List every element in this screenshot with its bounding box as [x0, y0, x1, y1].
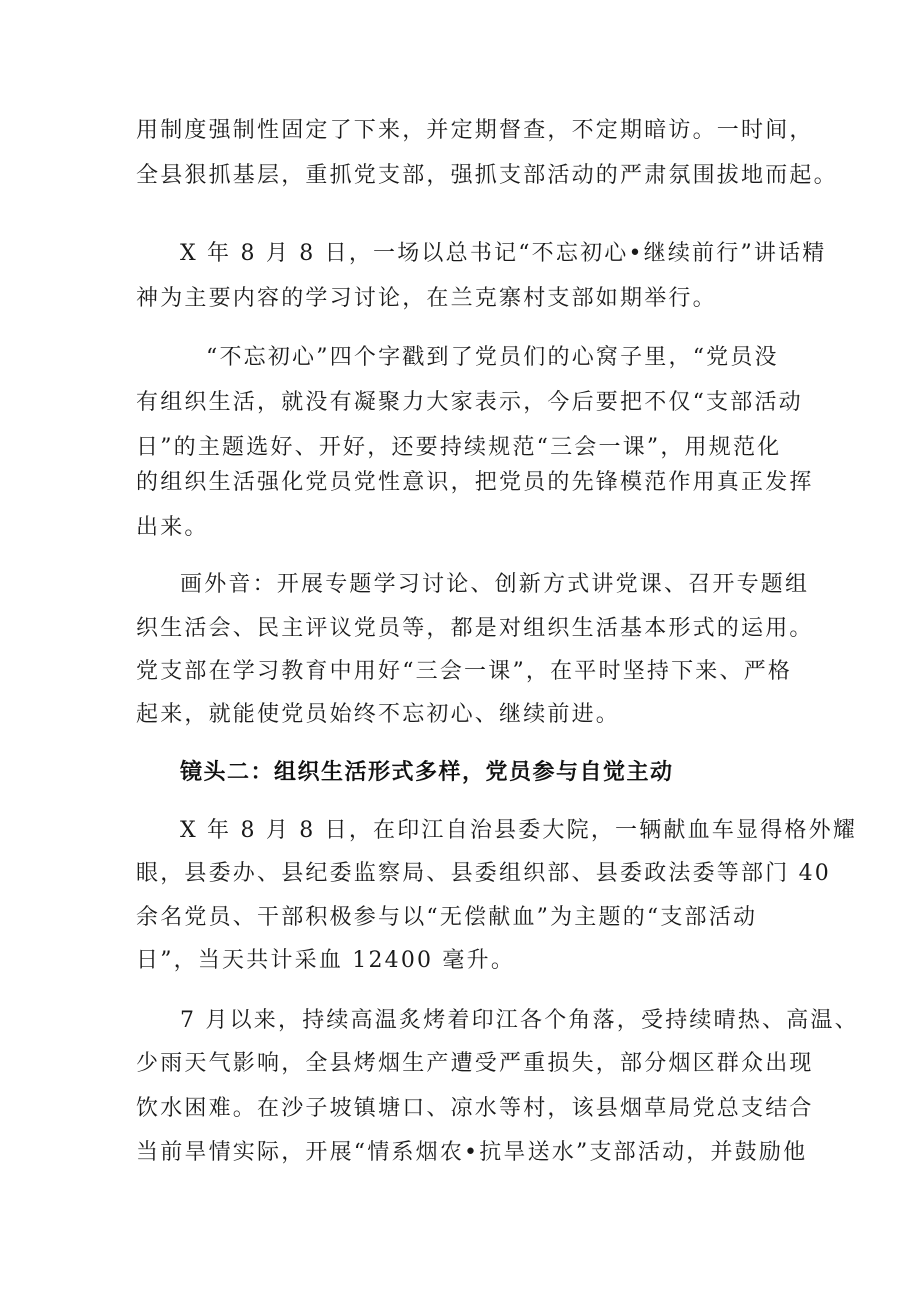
text-line: 余名党员、干部积极参与以“无偿献血”为主题的“支部活动 [136, 905, 758, 930]
paragraph-first-line: 7 月以来，持续高温炙烤着印江各个角落，受持续晴热、高温、 [180, 1008, 859, 1033]
text-line: 起来，就能使党员始终不忘初心、继续前进。 [136, 702, 621, 727]
text-line: 眼，县委办、县纪委监察局、县委组织部、县委政法委等部门 40 [136, 861, 831, 886]
text-line: 神为主要内容的学习讨论，在兰克寨村支部如期举行。 [136, 286, 717, 311]
paragraph-first-line: “不忘初心”四个字戳到了党员们的心窝子里，“党员没 [206, 345, 779, 370]
text-line: 有组织生活，就没有凝聚力大家表示，今后要把不仅“支部活动 [136, 390, 803, 415]
paragraph-first-line: X 年 8 月 8 日，在印江自治县委大院，一辆献血车显得格外耀 [180, 818, 858, 843]
text-line: 日”的主题选好、开好，还要持续规范“三会一课”，用规范化 [136, 435, 782, 460]
text-line: 出来。 [136, 515, 209, 540]
paragraph-first-line: 画外音：开展专题学习讨论、创新方式讲党课、召开专题组 [180, 572, 810, 597]
text-line: 少雨天气影响，全县烤烟生产遭受严重损失，部分烟区群众出现 [136, 1051, 814, 1076]
paragraph-first-line: X 年 8 月 8 日，一场以总书记“不忘初心•继续前行”讲话精 [180, 241, 827, 266]
text-line: 的组织生活强化党员党性意识，把党员的先锋模范作用真正发挥 [136, 470, 814, 495]
text-line: 用制度强制性固定了下来，并定期督查，不定期暗访。一时间， [136, 118, 814, 143]
text-line: 饮水困难。在沙子坡镇塘口、凉水等村，该县烟草局党总支结合 [136, 1096, 814, 1121]
text-line: 党支部在学习教育中用好“三会一课”，在平时坚持下来、严格 [136, 659, 793, 684]
text-line: 当前旱情实际，开展“情系烟农•抗旱送水”支部活动，并鼓励他 [136, 1140, 808, 1165]
text-line: 日”，当天共计采血 12400 毫升。 [136, 948, 516, 973]
section-heading: 镜头二：组织生活形式多样，党员参与自觉主动 [180, 760, 674, 785]
text-line: 织生活会、民主评议党员等，都是对组织生活基本形式的运用。 [136, 616, 814, 641]
text-line: 全县狠抓基层，重抓党支部，强抓支部活动的严肃氛围拔地而起。 [136, 163, 838, 188]
